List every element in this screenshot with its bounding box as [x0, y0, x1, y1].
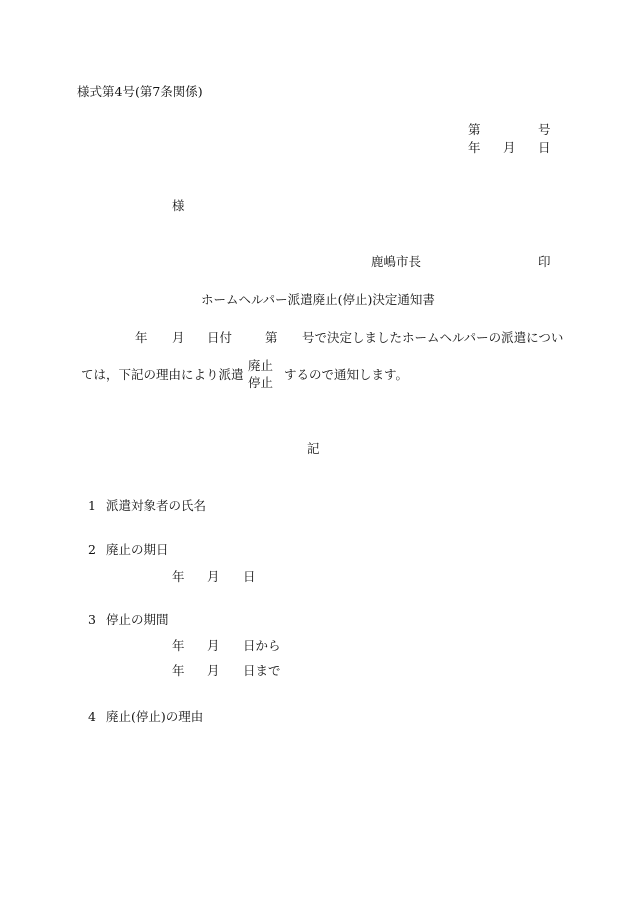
item-3-number: 3 — [88, 612, 96, 627]
header-day: 日 — [538, 140, 551, 155]
body-line2-end: するので通知します。 — [284, 367, 409, 382]
item-2-month: 月 — [207, 569, 220, 584]
item-2-year: 年 — [172, 569, 185, 584]
form-label: 様式第4号(第7条関係) — [77, 84, 203, 99]
item-2-number: 2 — [88, 542, 96, 557]
option-upper: 廃止 — [248, 358, 274, 373]
item-3-to-day: 日まで — [243, 663, 281, 678]
body-line1-rest: 号で決定しましたホームヘルパーの派遣につい — [302, 330, 564, 345]
item-2-day: 日 — [243, 569, 256, 584]
body-number-prefix: 第 — [265, 330, 278, 345]
item-3-to-year: 年 — [172, 663, 185, 678]
header-number-prefix: 第 — [468, 122, 481, 137]
addressee-suffix: 様 — [172, 198, 185, 213]
header-year: 年 — [468, 140, 481, 155]
seal-mark: 印 — [538, 254, 551, 269]
item-3-to-month: 月 — [207, 663, 220, 678]
item-3-from-day: 日から — [243, 638, 281, 653]
item-2-label: 廃止の期日 — [106, 542, 169, 557]
item-3-from-month: 月 — [207, 638, 220, 653]
body-year: 年 — [135, 330, 148, 345]
item-3-from-year: 年 — [172, 638, 185, 653]
body-line2-start: ては，下記の理由により派遣 — [81, 367, 244, 382]
item-4-label: 廃止(停止)の理由 — [106, 709, 204, 724]
item-4-number: 4 — [88, 709, 96, 724]
option-lower: 停止 — [248, 375, 274, 390]
document-title: ホームヘルパー派遣廃止(停止)決定通知書 — [201, 292, 435, 307]
body-month: 月 — [172, 330, 185, 345]
item-1-label: 派遣対象者の氏名 — [106, 498, 207, 513]
body-day-suffix: 日付 — [207, 330, 233, 345]
item-3-label: 停止の期間 — [106, 612, 169, 627]
item-1-number: 1 — [88, 498, 96, 513]
issuer-name: 鹿嶋市長 — [371, 254, 422, 269]
header-number-suffix: 号 — [538, 122, 551, 137]
ki-mark: 記 — [307, 441, 320, 456]
header-month: 月 — [503, 140, 516, 155]
